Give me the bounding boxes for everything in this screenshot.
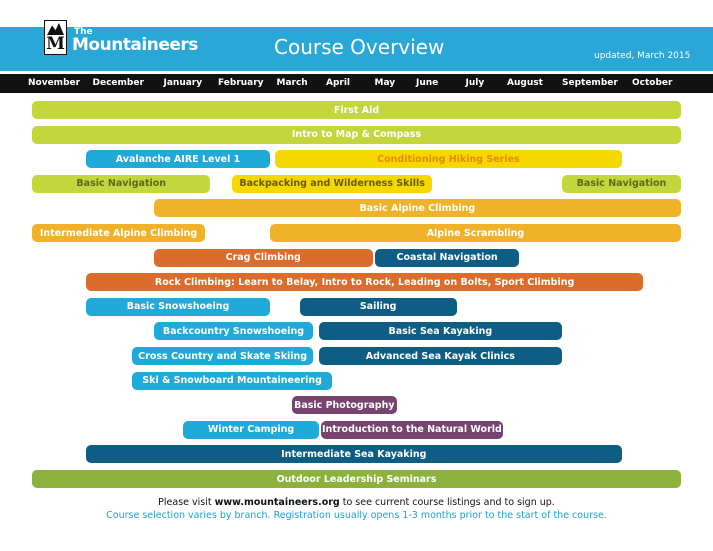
updated-date: updated, March 2015 bbox=[594, 51, 691, 61]
course-label: Rock Climbing: Learn to Belay, Intro to Rock, Leading on Bolts, Sport Climbing bbox=[154, 276, 575, 288]
footer-visit-text bbox=[0, 497, 713, 508]
course-bar-first-aid bbox=[32, 101, 681, 119]
course-label: Basic Navigation bbox=[576, 178, 667, 190]
course-bar-coastal-navigation bbox=[375, 249, 518, 267]
course-label: Intermediate Alpine Climbing bbox=[39, 227, 198, 239]
month-label-january: January bbox=[163, 78, 203, 88]
course-bar-winter-camping bbox=[183, 421, 318, 439]
course-label: Intermediate Sea Kayaking bbox=[281, 448, 427, 460]
month-label-march: March bbox=[276, 78, 308, 88]
course-bar-cross-country-and-skate-skiing bbox=[132, 347, 313, 365]
course-label: Coastal Navigation bbox=[396, 252, 498, 264]
footer-post: to see current course listings and to sign up. bbox=[339, 497, 555, 508]
month-label-july: July bbox=[465, 78, 485, 88]
course-bar-basic-sea-kayaking bbox=[319, 322, 562, 340]
footer-url-link[interactable]: www.mountaineers.org bbox=[214, 497, 340, 508]
month-label-august: August bbox=[507, 78, 543, 88]
course-label: Basic Photography bbox=[294, 399, 395, 411]
course-label: Backcountry Snowshoeing bbox=[162, 325, 305, 337]
month-label-may: May bbox=[374, 78, 396, 88]
logo-letter: M bbox=[46, 34, 65, 54]
course-bar-basic-navigation bbox=[32, 175, 210, 193]
course-label: Introduction to the Natural World bbox=[322, 424, 502, 436]
course-bar-intro-to-map-compass bbox=[32, 126, 681, 144]
course-bar-intermediate-sea-kayaking bbox=[86, 445, 621, 463]
logo-the-text: The bbox=[74, 27, 93, 37]
course-bar-advanced-sea-kayak-clinics bbox=[319, 347, 562, 365]
month-axis-bar bbox=[0, 74, 713, 93]
course-bar-sailing bbox=[300, 298, 457, 316]
month-label-september: September bbox=[562, 78, 618, 88]
mountaineers-logo-icon bbox=[44, 20, 67, 55]
course-label: Conditioning Hiking Series bbox=[377, 153, 520, 165]
course-label: Ski & Snowboard Mountaineering bbox=[142, 375, 322, 387]
course-label: Winter Camping bbox=[207, 424, 295, 436]
course-label: Advanced Sea Kayak Clinics bbox=[365, 350, 515, 362]
course-bar-intermediate-alpine-climbing bbox=[32, 224, 205, 242]
logo-name-text: Mountaineers bbox=[72, 35, 198, 55]
course-label: Intro to Map & Compass bbox=[291, 129, 422, 141]
course-bar-basic-photography bbox=[292, 396, 397, 414]
course-label: Alpine Scrambling bbox=[426, 227, 525, 239]
course-bar-backpacking-and-wilderness-skills bbox=[232, 175, 432, 193]
month-label-april: April bbox=[326, 78, 351, 88]
course-label: Basic Navigation bbox=[76, 178, 167, 190]
course-bar-conditioning-hiking-series bbox=[275, 150, 621, 168]
course-label: Backpacking and Wilderness Skills bbox=[239, 178, 425, 190]
course-bar-basic-alpine-climbing bbox=[154, 199, 681, 217]
course-bar-avalanche-aire-level-1 bbox=[86, 150, 270, 168]
course-bar-outdoor-leadership-seminars bbox=[32, 470, 681, 488]
course-label: Crag Climbing bbox=[225, 252, 301, 264]
course-label: Basic Sea Kayaking bbox=[388, 325, 493, 337]
course-bar-rock-climbing-learn-to-belay-intro-to-rock-leading-on-bolts-sport-climbing bbox=[86, 273, 643, 291]
course-label: Basic Snowshoeing bbox=[126, 301, 230, 313]
course-bar-introduction-to-the-natural-world bbox=[321, 421, 502, 439]
course-label: Basic Alpine Climbing bbox=[359, 202, 476, 214]
course-bar-alpine-scrambling bbox=[270, 224, 681, 242]
course-bar-basic-navigation bbox=[562, 175, 681, 193]
course-bar-basic-snowshoeing bbox=[86, 298, 270, 316]
footer-note: Course selection varies by branch. Registration usually opens 1-3 months prior to the start of the course. bbox=[106, 510, 607, 521]
course-label: First Aid bbox=[333, 104, 380, 116]
course-bar-crag-climbing bbox=[154, 249, 373, 267]
footer-pre: Please visit bbox=[158, 497, 215, 508]
course-label: Outdoor Leadership Seminars bbox=[276, 473, 437, 485]
course-label: Avalanche AIRE Level 1 bbox=[115, 153, 241, 165]
course-bar-ski-snowboard-mountaineering bbox=[132, 372, 332, 390]
course-bar-backcountry-snowshoeing bbox=[154, 322, 314, 340]
month-label-december: December bbox=[92, 78, 144, 88]
month-label-february: February bbox=[218, 78, 264, 88]
month-label-june: June bbox=[416, 78, 439, 88]
course-label: Sailing bbox=[359, 301, 397, 313]
month-label-november: November bbox=[28, 78, 81, 88]
course-label: Cross Country and Skate Skiing bbox=[138, 350, 308, 362]
page-title: Course Overview bbox=[274, 35, 445, 59]
month-label-october: October bbox=[632, 78, 673, 88]
